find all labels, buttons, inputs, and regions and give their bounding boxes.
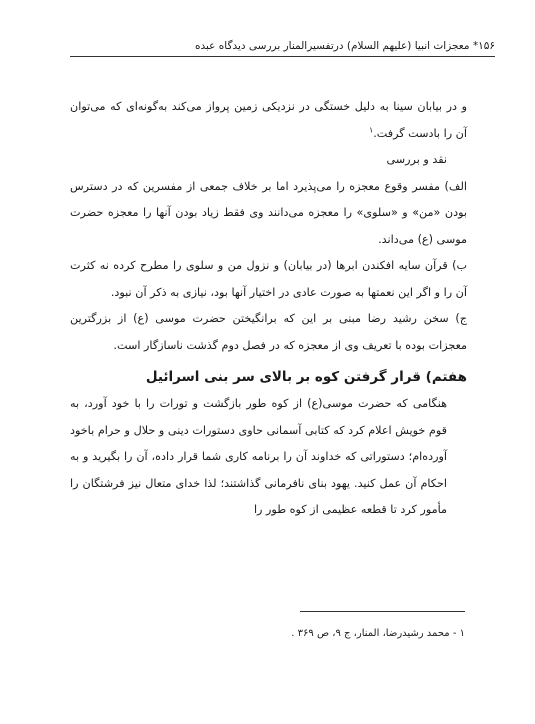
header-separator: *: [472, 40, 479, 52]
header-title: معجزات انبیا (علیهم السلام) درتفسیرالمنار بررسی دیدگاه عبده: [194, 40, 470, 52]
footnote-divider: [300, 611, 465, 612]
paragraph-jim: ج) سخن رشید رضا مبنی بر این که برانگیختن حضرت موسی (ع) از بزرگترین معجزات بوده با تعریف وی از معجزه که در فصل دوم گذشت ناسازگار است.: [70, 312, 467, 352]
footnote: ۱ - محمد رشیدرضا، المنار، ج ۹، ص ۳۶۹ .: [291, 628, 465, 639]
subheading-critique: نقد و بررسی: [386, 153, 447, 166]
paragraph-intro: [70, 94, 467, 147]
paragraph-be: ب) قرآن سایه افکندن ابرها (در بیابان) و نزول من و سلوی را مطرح کرده نه کثرت آن را و اگر این نعمتها به صورت عادی در اختیار آنها بود، نیازی به ذکر آن نبود.: [70, 259, 467, 299]
body-text: [70, 94, 467, 524]
header-page-number: ۱۵۶: [478, 40, 495, 52]
paragraph-intro-text: و در بیابان سینا به دلیل خستگی در نزدیکی زمین پرواز می‌کند به‌گونه‌ای که می‌توان آن را بادست گرفت.: [70, 100, 467, 140]
footnote-reference[interactable]: ۱: [368, 124, 374, 134]
running-header: [70, 40, 495, 57]
section-heading: هفتم) قرار گرفتن کوه بر بالای سر بنی اسرائیل: [145, 369, 467, 385]
paragraph-alef: الف) مفسر وقوع معجزه را می‌پذیرد اما بر خلاف جمعی از مفسرین که در دسترس بودن «من» و «سلوی» را معجزه می‌دانند وی فقط زیاد بودن آنها را معجزه حضرت موسی (ع) می‌داند.: [70, 179, 467, 246]
section-paragraph: هنگامی که حضرت موسی(ع) از کوه طور بازگشت و تورات را با خود آورد، به قوم خویش اعلام کرد که کتابی آسمانی حاوی دستورات دینی و حلال و حرام باخود آورده‌ام؛ دستوراتی که خداوند آن را برنامه کاری شما قرار داده، آن را بگیرید و به احکام آن عمل کنید. یهود بنای نافرمانی گذاشتند؛ لذا خدای متعال نیز فرشتگان را مأمور کرد تا قطعه عظیمی از کوه طور را: [70, 397, 447, 516]
